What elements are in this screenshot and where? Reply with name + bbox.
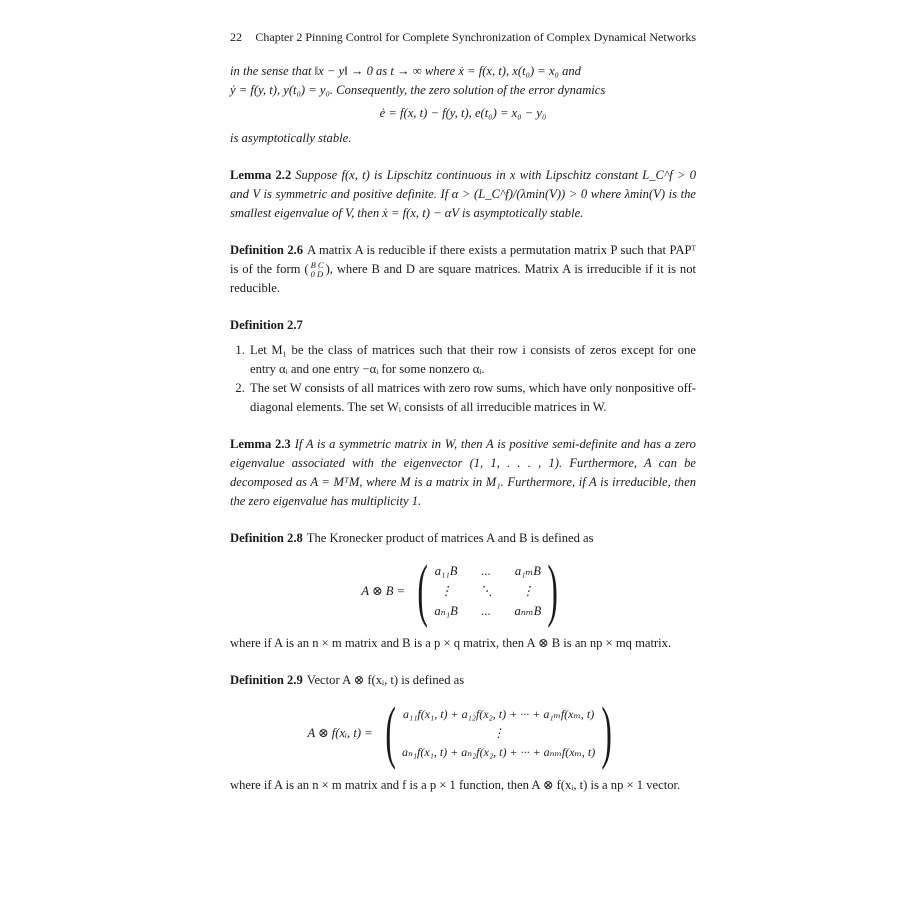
right-paren: ) — [601, 694, 613, 772]
definition-2-8-intro: The Kronecker product of matrices A and B is defined as — [306, 531, 594, 546]
matrix-cell: ⋮ — [439, 583, 453, 598]
kronecker-lhs: A ⊗ B = — [361, 583, 406, 598]
book-page — [230, 28, 696, 795]
lemma-2-2 — [230, 166, 696, 223]
left-paren: ( — [385, 694, 396, 772]
vector-row: a₁₁f(x₁, t) + a₁₂f(x₂, t) + ··· + a₁ₘf(xₘ, t) — [403, 706, 595, 721]
definition-2-6-text-a: A matrix A is reducible if there exists a permutation matrix P such that PAPᵀ is of the form — [230, 243, 697, 276]
right-paren: ) — [547, 552, 559, 630]
definition-2-8 — [230, 529, 696, 653]
lemma-2-2-text: Suppose f(x, t) is Lipschitz continuous in x with Lipschitz constant L_C^f > 0 and V is symmetric and positive definite. If α > (L_C^f)/(λmin(V)) > 0 where λmin(V) is the smallest eigenvalue of V, then ẋ = f(x, t) − αV is asymptotically stable. — [230, 168, 696, 220]
definition-2-7-label: Definition 2.7 — [230, 318, 303, 333]
error-dynamics-equation: ė = f(x, t) − f(y, t), e(t₀) = x₀ − y₀ — [379, 106, 547, 120]
vector-row: ⋮ — [492, 725, 505, 740]
definition-2-6-label: Definition 2.6 — [230, 243, 304, 257]
block-form-matrix: B C 0 D — [310, 260, 324, 280]
definition-2-7-item-1: 1. Let M₁ be the class of matrices such that their row i consists of zeros except for one entry αᵢ and one entry −αᵢ for some nonzero αᵢ. — [248, 341, 696, 379]
running-header — [230, 28, 696, 47]
definition-2-7-item-2: 2. The set W consists of all matrices with zero row sums, which have only nonpositive off-diagonal elements. The set Wᵢ consists of all irreducible matrices in W. — [248, 379, 696, 417]
page-number: 22 — [230, 30, 242, 44]
lemma-2-3-label: Lemma 2.3 — [230, 437, 291, 452]
matrix-cell: ⋮ — [521, 583, 535, 598]
kronecker-grid — [434, 562, 541, 621]
definition-2-8-after: where if A is an n × m matrix and B is a p × q matrix, then A ⊗ B is an np × mq matrix. — [230, 636, 672, 651]
matrix-cell: aₙₘB — [514, 603, 542, 618]
intro-line-2: ẏ = f(y, t), y(t₀) = y₀. Consequently, the zero solution of the error dynamics — [230, 83, 606, 97]
definition-2-6: Definition 2.6 A matrix A is reducible if there exists a permutation matrix P such that PAPᵀ is of the form ( B C 0 D ), where B and D are square matrices. Matrix A is irreducible if it is not reducible. — [230, 243, 697, 296]
running-title: Chapter 2 Pinning Control for Complete Synchronization of Complex Dynamical Networks — [255, 30, 696, 44]
kronecker-matrix — [230, 552, 696, 630]
matrix-cell: a₁ₘB — [514, 563, 541, 578]
matrix-cell: aₙ₁B — [434, 603, 458, 618]
lemma-2-3-text: If A is a symmetric matrix in W, then A is positive semi-definite and has a zero eigenvalue associated with the eigenvector (1, 1, . . . , 1). Furthermore, A can be decomposed as A = MᵀM, where M is a matrix in M₁. Furthermore, if A is irreducible, then the zero eigenvalue has multiplicity 1. — [230, 437, 696, 509]
definition-2-9-after: where if A is an n × m matrix and f is a p × 1 function, then A ⊗ f(xᵢ, t) is a np × 1 vector. — [230, 778, 681, 793]
matrix-cell: a₁₁B — [434, 563, 458, 578]
definition-2-9-intro: Vector A ⊗ f(xᵢ, t) is defined as — [306, 673, 465, 688]
vector-definition — [230, 694, 696, 772]
left-paren: ( — [417, 552, 428, 630]
vector-row: aₙ₁f(x₁, t) + aₙ₂f(x₂, t) + ··· + aₙₘf(xₘ, t) — [401, 744, 596, 759]
definition-2-8-label: Definition 2.8 — [230, 531, 303, 546]
vector-column — [402, 705, 595, 762]
intro-line-1: in the sense that ‖x − y‖ → 0 as t → ∞ where ẋ = f(x, t), x(t₀) = x₀ and — [230, 64, 581, 78]
lemma-2-3 — [230, 435, 696, 511]
matrix-cell: ⋱ — [479, 583, 493, 598]
lemma-2-2-label: Lemma 2.2 — [230, 168, 292, 182]
matrix-cell: ... — [481, 563, 491, 578]
definition-2-6-text-b: , where B and D are square matrices. Matrix A is irreducible if it is not reducible. — [230, 262, 697, 296]
definition-2-7 — [230, 316, 696, 417]
matrix-cell: ... — [481, 603, 491, 618]
vector-lhs: A ⊗ f(xᵢ, t) = — [307, 725, 373, 740]
intro-closing: is asymptotically stable. — [230, 131, 352, 145]
definition-2-9 — [230, 671, 696, 795]
definition-2-9-label: Definition 2.9 — [230, 673, 303, 688]
